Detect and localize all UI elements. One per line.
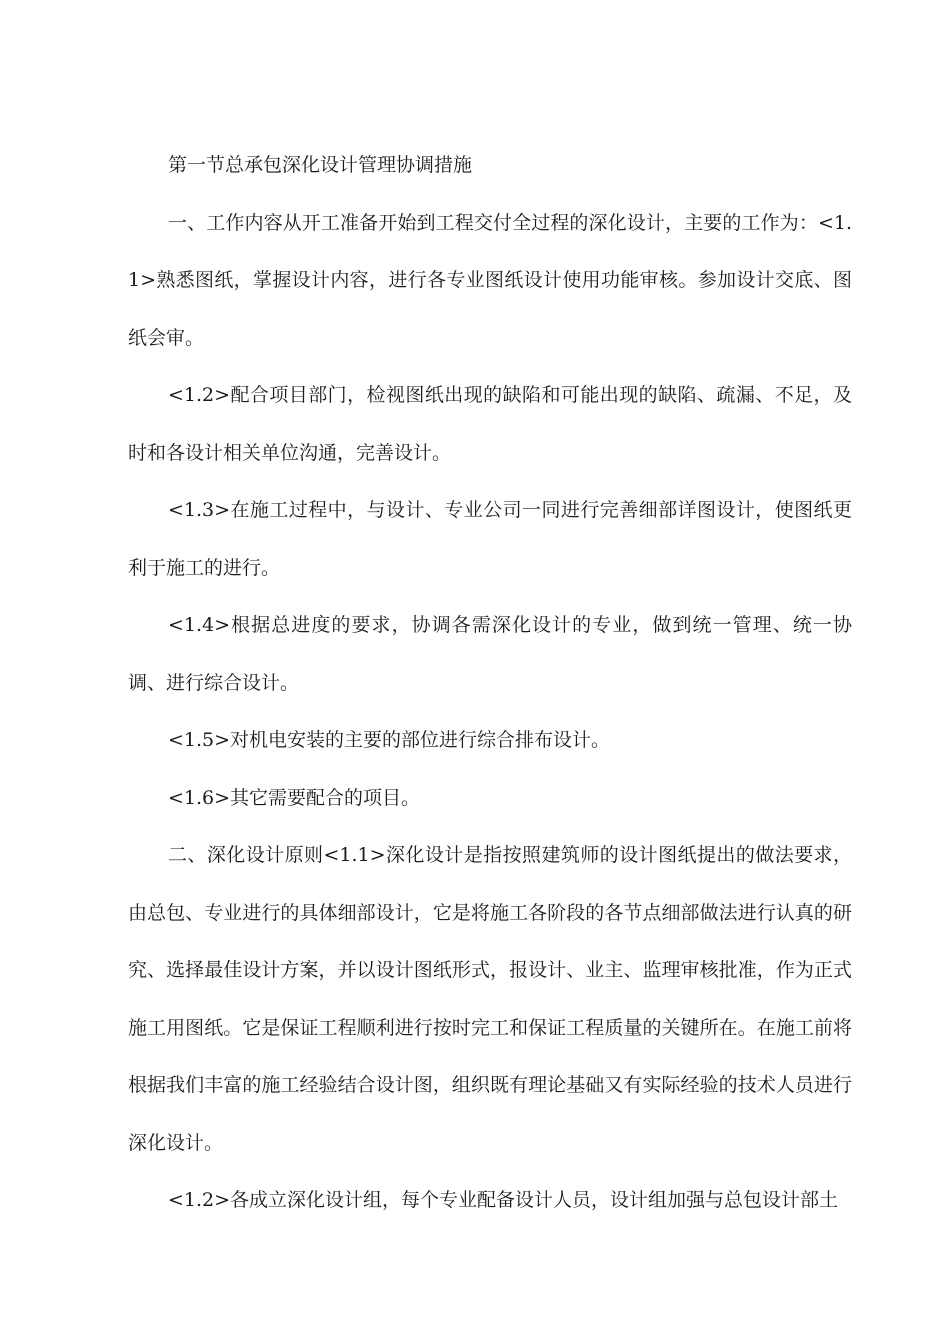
paragraph-design-group: <1.2>各成立深化设计组，每个专业配备设计人员，设计组加强与总包设计部土 (168, 1189, 839, 1211)
paragraph-item-1-6: <1.6>其它需要配合的项目。 (168, 786, 421, 809)
paragraph-work-content: 一、工作内容从开工准备开始到工程交付全过程的深化设计，主要的工作为：<1.1>熟悉图纸，掌握设计内容，进行各专业图纸设计使用功能审核。参加设计交底、图纸会审。 (128, 211, 852, 349)
paragraph-item-1-3: <1.3>在施工过程中，与设计、专业公司一同进行完善细部详图设计，使图纸更利于施工的进行。 (128, 499, 852, 579)
paragraph-item-1-4: <1.4>根据总进度的要求，协调各需深化设计的专业，做到统一管理、统一协调、进行综合设计。 (128, 614, 852, 694)
paragraph-item-1-5: <1.5>对机电安装的主要的部位进行综合排布设计。 (168, 729, 611, 751)
paragraph-design-principles: 二、深化设计原则<1.1>深化设计是指按照建筑师的设计图纸提出的做法要求，由总包、专业进行的具体细部设计，它是将施工各阶段的各节点细部做法进行认真的研究、选择最佳设计方案，并以设计图纸形式，报设计、业主、监理审核批准，作为正式施工用图纸。它是保证工程顺利进行按时完工和保证工程质量的关键所在。在施工前将根据我们丰富的施工经验结合设计图，组织既有理论基础又有实际经验的技术人员进行深化设计。 (128, 844, 852, 1154)
paragraph-item-1-2: <1.2>配合项目部门，检视图纸出现的缺陷和可能出现的缺陷、疏漏、不足，及时和各设计相关单位沟通，完善设计。 (128, 384, 852, 464)
document-body (128, 137, 852, 1230)
section-heading: 第一节总承包深化设计管理协调措施 (168, 154, 473, 176)
